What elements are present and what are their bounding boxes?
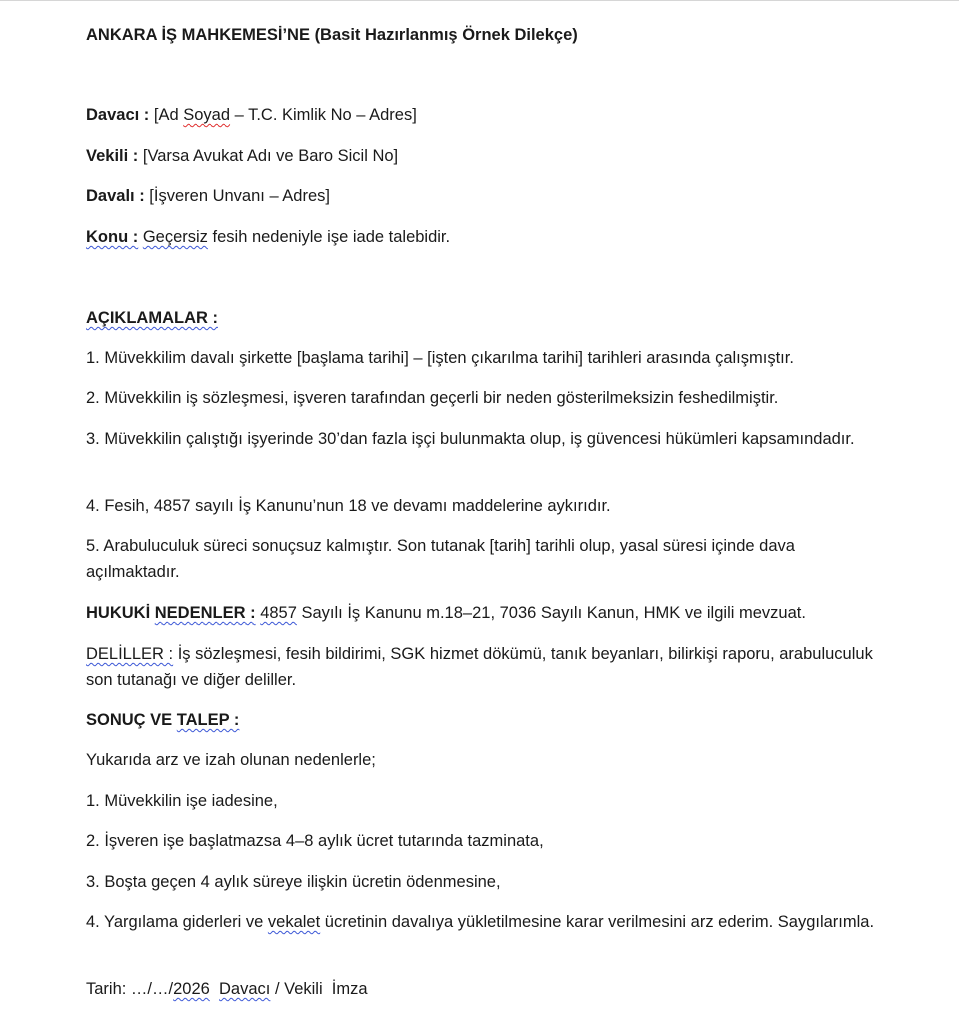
aciklama-item-4: 4. Fesih, 4857 sayılı İş Kanunu’nun 18 ve devamı maddelerine aykırıdır. <box>86 497 611 515</box>
aciklamalar-heading-text[interactable]: AÇIKLAMALAR : <box>86 309 218 327</box>
aciklama-item-2: 2. Müvekkilin iş sözleşmesi, işveren tarafından geçerli bir neden gösterilmeksizin feshedilmiştir. <box>86 389 779 407</box>
davali-line <box>86 183 330 209</box>
aciklamalar-heading <box>86 305 218 331</box>
hukuki-nedenler-line <box>86 600 806 626</box>
aciklama-item-3: 3. Müvekkilin çalıştığı işyerinde 30’dan fazla işçi bulunmakta olup, iş güvencesi hükümleri kapsamındadır. <box>86 430 855 448</box>
vekili-line <box>86 143 398 169</box>
davaci-value-pre: [Ad <box>153 106 184 124</box>
sonuc-intro: Yukarıda arz ve izah olunan nedenlerle; <box>86 751 376 769</box>
hukuki-label-a: HUKUKİ <box>86 604 155 622</box>
spelling-error-soyad[interactable]: Soyad <box>183 106 231 124</box>
talep-item-4-pre: 4. Yargılama giderleri ve <box>86 913 268 931</box>
davali-value: [İşveren Unvanı – Adres] <box>149 187 330 205</box>
konu-value: fesih nedeniyle işe iade talebidir. <box>207 228 451 246</box>
deliller-value: İş sözleşmesi, fesih bildirimi, SGK hizmet dökümü, tanık beyanları, bilirkişi raporu, arabuluculuk son tutanağı ve diğer deliller. <box>86 645 873 689</box>
aciklama-item-5: 5. Arabuluculuk süreci sonuçsuz kalmıştır. Son tutanak [tarih] tarihli olup, yasal süresi içinde dava açılmaktadır. <box>86 537 795 581</box>
talep-item-1: 1. Müvekkilin işe iadesine, <box>86 792 278 810</box>
vekili-label: Vekili : <box>86 147 139 165</box>
hukuki-value: Sayılı İş Kanunu m.18–21, 7036 Sayılı Kanun, HMK ve ilgili mevzuat. <box>296 604 806 622</box>
talep-item-3: 3. Boşta geçen 4 aylık süreye ilişkin ücretin ödenmesine, <box>86 873 501 891</box>
davaci-signature-word[interactable]: Davacı <box>219 980 271 998</box>
signature-rest: / Vekili İmza <box>270 980 368 998</box>
tarih-date[interactable]: 2026 <box>173 980 210 998</box>
page-top-border <box>0 0 959 1</box>
sonuc-heading <box>86 707 239 733</box>
grammar-error-vekalet[interactable]: vekalet <box>267 913 321 931</box>
konu-line <box>86 224 450 250</box>
tarih-separator <box>210 980 219 998</box>
document-title: ANKARA İŞ MAHKEMESİ’NE (Basit Hazırlanmış Örnek Dilekçe) <box>86 26 578 44</box>
hukuki-label-b[interactable]: NEDENLER : <box>154 604 256 622</box>
aciklama-item-1: 1. Müvekkilim davalı şirkette [başlama tarihi] – [işten çıkarılma tarihi] tarihleri arasında çalışmıştır. <box>86 349 794 367</box>
sonuc-heading-a: SONUÇ VE <box>86 711 177 729</box>
tarih-pre: Tarih: …/…/ <box>86 980 174 998</box>
footer-signature-line <box>86 976 368 1002</box>
grammar-error-gecersiz[interactable]: Geçersiz <box>142 228 208 246</box>
konu-label[interactable]: Konu : <box>86 228 139 246</box>
davaci-line <box>86 102 417 128</box>
davaci-label: Davacı : <box>86 106 150 124</box>
sonuc-heading-b[interactable]: TALEP : <box>176 711 240 729</box>
talep-item-4 <box>86 909 886 935</box>
grammar-error-4857[interactable]: 4857 <box>260 604 297 622</box>
talep-item-2: 2. İşveren işe başlatmazsa 4–8 aylık ücret tutarında tazminata, <box>86 832 544 850</box>
davaci-value-post: – T.C. Kimlik No – Adres] <box>230 106 417 124</box>
deliller-label[interactable]: DELİLLER : <box>86 645 174 663</box>
deliller-paragraph <box>86 641 886 693</box>
davali-label: Davalı : <box>86 187 145 205</box>
talep-item-4-post: ücretinin davalıya yükletilmesine karar verilmesini arz ederim. Saygılarımla. <box>320 913 875 931</box>
vekili-value: [Varsa Avukat Adı ve Baro Sicil No] <box>142 147 399 165</box>
